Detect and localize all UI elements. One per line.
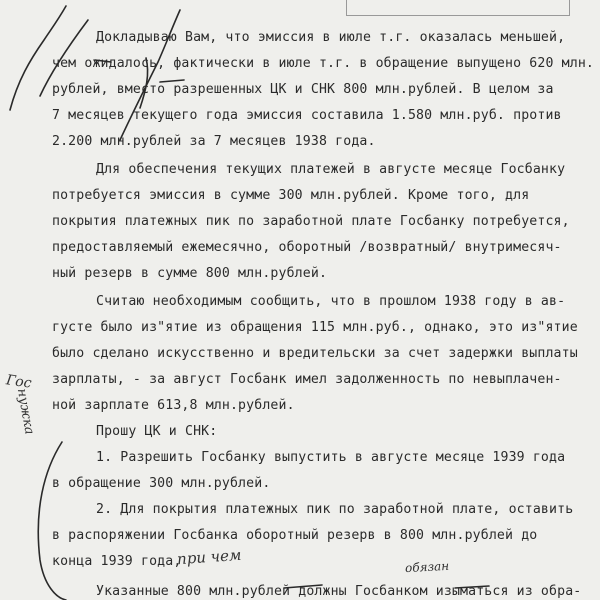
margin-scribble [140, 58, 148, 108]
underline-mark [160, 80, 184, 82]
margin-bracket [38, 442, 66, 600]
text-line: Прошу ЦК и СНК: [96, 424, 218, 439]
text-line: было сделано искусственно и вредительски за счет задержки выплаты [52, 346, 578, 361]
handwritten-insert: при чем [176, 545, 242, 569]
margin-scribble [120, 10, 180, 140]
text-line: ной зарплате 613,8 млн.рублей. [52, 398, 295, 413]
text-line: Докладываю Вам, что эмиссия в июле т.г. оказалась меньшей, [96, 30, 566, 45]
text-line: Указанные 800 млн.рублей должны Госбанком изыматься из обра- [96, 584, 582, 599]
handwritten-insert: обязан [404, 558, 450, 576]
text-line: 2.200 млн.рублей за 7 месяцев 1938 года. [52, 134, 376, 149]
strikethrough-mark [284, 585, 322, 588]
text-line: густе было из"ятие из обращения 115 млн.руб., однако, это из"ятие [52, 320, 578, 335]
text-line: 7 месяцев текущего года эмиссия составила 1.580 млн.руб. против [52, 108, 562, 123]
text-line: потребуется эмиссия в сумме 300 млн.рублей. Кроме того, для [52, 188, 530, 203]
text-line: 2. Для покрытия платежных пик по заработной плате, оставить [96, 502, 574, 517]
text-line: рублей, вместо разрешенных ЦК и СНК 800 млн.рублей. В целом за [52, 82, 554, 97]
text-line: покрытия платежных пик по заработной плате Госбанку потребуется, [52, 214, 570, 229]
text-line: в распоряжении Госбанка оборотный резерв в 800 млн.рублей до [52, 528, 538, 543]
text-line: предоставляемый ежемесячно, оборотный /возвратный/ внутримесяч- [52, 240, 562, 255]
underline-mark [95, 60, 111, 62]
text-line: 1. Разрешить Госбанку выпустить в августе месяце 1939 года [96, 450, 566, 465]
margin-scribble [10, 6, 66, 110]
strikethrough-mark [455, 586, 489, 588]
handwritten-margin-note: Гос [5, 372, 33, 392]
margin-scribble [40, 20, 88, 96]
text-line: Считаю необходимым сообщить, что в прошлом 1938 году в ав- [96, 294, 566, 309]
handwritten-margin-note: нужка [13, 387, 37, 436]
text-line: чем ожидалось, фактически в июле т.г. в обращение выпущено 620 млн. [52, 56, 594, 71]
text-line: конца 1939 года, [52, 554, 182, 569]
text-line: ный резерв в сумме 800 млн.рублей. [52, 266, 328, 281]
text-line: Для обеспечения текущих платежей в августе месяце Госбанку [96, 162, 566, 177]
text-line: зарплаты, - за август Госбанк имел задолженность по невыплачен- [52, 372, 562, 387]
text-line: в обращение 300 млн.рублей. [52, 476, 271, 491]
